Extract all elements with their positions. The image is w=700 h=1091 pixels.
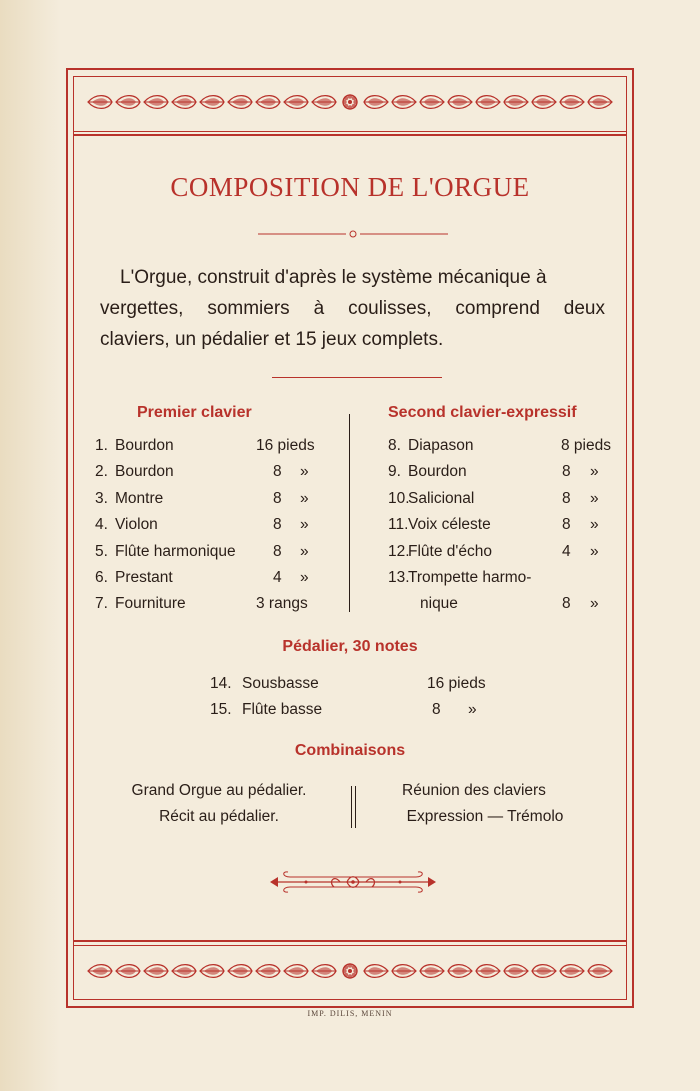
combinaison-separator <box>351 786 356 828</box>
stop-name: Flûte harmonique <box>115 542 236 560</box>
stop-row <box>380 591 620 617</box>
section-rule <box>272 377 442 378</box>
combinaison-left-2: Récit au pédalier. <box>159 808 279 825</box>
stop-size: 8 <box>273 463 282 481</box>
stop-row <box>380 486 620 512</box>
pedalier-stops <box>210 671 510 724</box>
stop-row <box>95 486 345 512</box>
stop-row <box>95 591 345 617</box>
stop-size: 8 <box>273 489 282 507</box>
second-clavier-stops <box>380 433 620 618</box>
paper-edge-stain <box>0 0 60 1091</box>
pedalier-heading: Pédalier, 30 notes <box>282 638 418 655</box>
second-clavier-heading: Second clavier-expressif <box>388 404 577 421</box>
title-divider-ornament <box>258 229 448 239</box>
stop-name: Violon <box>115 516 158 534</box>
stop-row <box>380 565 620 591</box>
stop-num: 2. <box>95 463 108 481</box>
stop-num: 1. <box>95 437 108 454</box>
premier-clavier-heading: Premier clavier <box>137 404 252 421</box>
stop-row <box>380 539 620 565</box>
stop-size: 8 pieds <box>561 437 611 454</box>
stop-size: 8 <box>562 516 571 534</box>
stop-size: » <box>300 489 309 507</box>
stop-name: Fourniture <box>115 595 186 613</box>
intro-line-2: vergettes, sommiers à coulisses, comprend deux <box>100 298 605 319</box>
stop-size: » <box>590 516 599 534</box>
stop-size: » <box>468 701 477 719</box>
stop-size: » <box>300 463 309 481</box>
stop-row <box>95 433 345 459</box>
stop-size: 3 rangs <box>256 595 308 613</box>
stop-name: Flûte d'écho <box>408 542 492 560</box>
stop-size: 8 <box>562 489 571 507</box>
stop-num: 14. <box>210 675 232 692</box>
intro-line-3: claviers, un pédalier et 15 jeux complets. <box>100 329 444 350</box>
printer-imprint: IMP. DILIS, MENIN <box>307 1009 393 1018</box>
combinaisons-heading: Combinaisons <box>294 742 406 759</box>
stop-name: Voix céleste <box>408 516 491 534</box>
stop-cont: nique <box>420 595 458 613</box>
stop-size: 4 <box>562 542 571 560</box>
stop-size: » <box>590 595 599 613</box>
column-separator <box>349 414 351 612</box>
combinaison-left-1: Grand Orgue au pédalier. <box>131 782 307 799</box>
stop-name: Bourdon <box>408 463 467 481</box>
stop-num: 10. <box>388 489 410 507</box>
combinaison-right-2: Expression — Trémolo <box>406 808 564 825</box>
top-band-divider-thick <box>73 134 627 136</box>
premier-clavier-stops <box>95 433 345 618</box>
stop-num: 13. <box>388 568 410 586</box>
page-title: COMPOSITION DE L'ORGUE <box>170 172 530 202</box>
stop-num: 9. <box>388 463 401 481</box>
stop-name: Salicional <box>408 489 475 507</box>
stop-size: 8 <box>562 463 571 481</box>
scroll-flourish-ornament <box>268 869 438 895</box>
stop-size: 8 <box>273 542 282 560</box>
stop-num: 7. <box>95 595 108 613</box>
stop-num: 15. <box>210 701 232 719</box>
stop-name: Diapason <box>408 437 474 454</box>
stop-row <box>210 697 510 723</box>
stop-row <box>380 459 620 485</box>
stop-size: 8 <box>432 701 441 719</box>
top-band-divider <box>73 131 627 132</box>
bottom-band-divider <box>73 945 627 946</box>
stop-row <box>95 512 345 538</box>
stop-size: 16 pieds <box>256 437 315 454</box>
bottom-band-divider-thick <box>73 940 627 942</box>
intro-line-1: L'Orgue, construit d'après le système mécanique à <box>120 267 547 288</box>
stop-size: 8 <box>273 516 282 534</box>
stop-size: 16 pieds <box>427 675 486 692</box>
stop-size: » <box>300 568 309 586</box>
stop-name: Montre <box>115 489 164 507</box>
stop-row <box>95 539 345 565</box>
stop-num: 6. <box>95 568 108 586</box>
stop-size: » <box>300 516 309 534</box>
stop-num: 12. <box>388 542 410 560</box>
stop-size: » <box>590 542 599 560</box>
stop-row <box>95 459 345 485</box>
stop-size: » <box>590 463 599 481</box>
stop-num: 8. <box>388 437 401 454</box>
stop-row <box>95 565 345 591</box>
stop-name: Flûte basse <box>242 701 323 719</box>
stop-size: 4 <box>273 568 282 586</box>
stop-name: Bourdon <box>115 437 174 454</box>
combinaison-right-1: Réunion des claviers <box>402 782 546 799</box>
stop-size: » <box>300 542 309 560</box>
stop-name: Sousbasse <box>242 675 319 692</box>
stop-row <box>380 433 620 459</box>
stop-num: 11. <box>388 516 409 534</box>
stop-num: 4. <box>95 516 108 534</box>
stop-name: Trompette harmo- <box>408 568 532 586</box>
stop-row <box>380 512 620 538</box>
stop-size: 8 <box>562 595 571 613</box>
stop-row <box>210 671 510 697</box>
stop-name: Bourdon <box>115 463 174 481</box>
stop-num: 5. <box>95 542 108 560</box>
top-leaf-ornament <box>86 91 614 113</box>
intro-paragraph <box>100 262 605 355</box>
stop-name: Prestant <box>115 568 173 586</box>
stop-size: » <box>590 489 599 507</box>
stop-num: 3. <box>95 489 108 507</box>
bottom-leaf-ornament <box>86 960 614 982</box>
